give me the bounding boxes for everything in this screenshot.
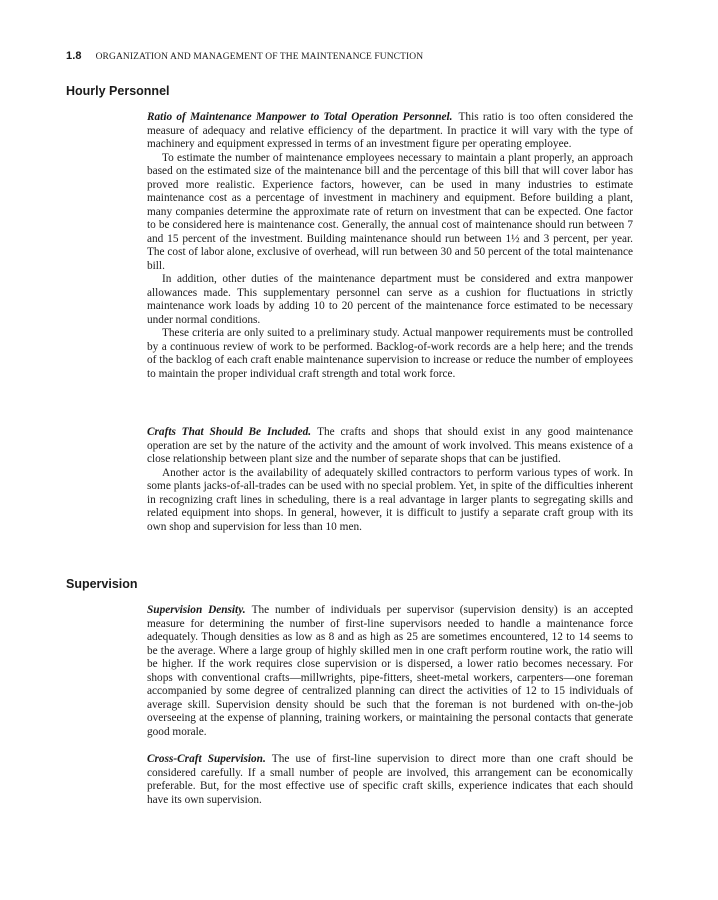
run-in-heading: Cross-Craft Supervision. <box>147 753 266 765</box>
paragraph <box>147 753 633 807</box>
subsection-supervision-density <box>147 604 633 739</box>
page-number: 1.8 <box>66 50 82 62</box>
paragraph-text: The crafts and shops that should exist in any good maintenance operation are set by the nature of the activity and the amount of work involved. This means existence of a close relationship between plant size and the number of separate shops that can be justified. <box>147 426 633 465</box>
paragraph-text: This ratio is too often considered the measure of adequacy and relative efficiency of the department. In practice it will vary with the type of machinery and equipment expressed in terms of an investment figure per operating employee. <box>147 111 633 150</box>
paragraph-text: The number of individuals per supervisor (supervision density) is an accepted measure for determining the number of first-line supervisors needed to handle a maintenance force adequately. Though densities as low as 8 and as high as 25 are sometimes encountered, 12 to 14 seems to be the average. Where a large group of highly skilled men in one craft perform routine work, the ratio will be higher. If the work requires close supervision or is dispersed, a lower ratio becomes necessary. For shops with conventional crafts—millwrights, pipe-fitters, sheet-metal workers, carpenters—one foreman accompanied by some degree of centralized planning can direct the activities of 12 to 15 individuals of average skill. Supervision density should be such that the foreman is not burdened with on-the-job overseeing at the expense of planning, training workers, or maintaining the personal contacts that generate good morale. <box>147 604 633 738</box>
paragraph <box>147 426 633 467</box>
subsection-cross-craft-supervision <box>147 753 633 807</box>
subsection-crafts-that-should-be-included <box>147 426 633 534</box>
paragraph <box>147 604 633 739</box>
run-in-heading: Crafts That Should Be Included. <box>147 426 312 438</box>
section-heading-hourly-personnel: Hourly Personnel <box>66 84 170 98</box>
paragraph: Another actor is the availability of adequately skilled contractors to perform various types of work. In some plants jacks-of-all-trades can be used with no special problem. Yet, in spite of the difficulties inherent in recognizing craft lines in scheduling, there is a real advantage in larger plants to segregating skills and related equipment into shops. In general, however, it is difficult to justify a separate craft group with its own shop and supervision for less than 10 men. <box>147 466 633 533</box>
paragraph: In addition, other duties of the maintenance department must be considered and extra manpower allowances made. This supplementary personnel can serve as a cushion for fluctuations in strictly maintenance work loads by adding 10 to 20 percent of the maintenance force estimated to be necessary under normal conditions. <box>147 273 633 326</box>
paragraph-text: The use of first-line supervision to direct more than one craft should be considered carefully. If a small number of people are involved, this arrangement can be economically preferable. But, for the most effective use of specific craft skills, experience indicates that each should have its own supervision. <box>147 753 633 806</box>
paragraph: These criteria are only suited to a preliminary study. Actual manpower requirements must be controlled by a continuous review of work to be performed. Backlog-of-work records are a help here; and the trends of the backlog of each craft enable maintenance supervision to increase or reduce the number of employees to maintain the proper individual craft strength and total work force. <box>147 327 633 380</box>
paragraph: To estimate the number of maintenance employees necessary to maintain a plant properly, an approach based on the estimated size of the maintenance bill and the percentage of this bill that will cover labor has proved more realistic. Experience factors, however, can be used in many industries to estimate maintenance cost as a percentage of investment in machinery and equipment. Before building a plant, many companies determine the approximate rate of return on investment that can be expected. One factor to be considered here is maintenance cost. Generally, the annual cost of maintenance should run between 7 and 15 percent of the investment. Building maintenance should run between 1½ and 3 percent, per year. The cost of labor alone, exclusive of overhead, will run between 30 and 50 percent of the total maintenance bill. <box>147 151 633 272</box>
section-heading-supervision: Supervision <box>66 577 138 591</box>
running-header <box>66 50 423 62</box>
run-in-heading: Supervision Density. <box>147 604 246 616</box>
paragraph <box>147 111 633 152</box>
running-title: ORGANIZATION AND MANAGEMENT OF THE MAINTENANCE FUNCTION <box>95 52 424 62</box>
run-in-heading: Ratio of Maintenance Manpower to Total Operation Personnel. <box>147 111 453 123</box>
subsection-ratio-of-maintenance-manpower <box>147 111 633 381</box>
